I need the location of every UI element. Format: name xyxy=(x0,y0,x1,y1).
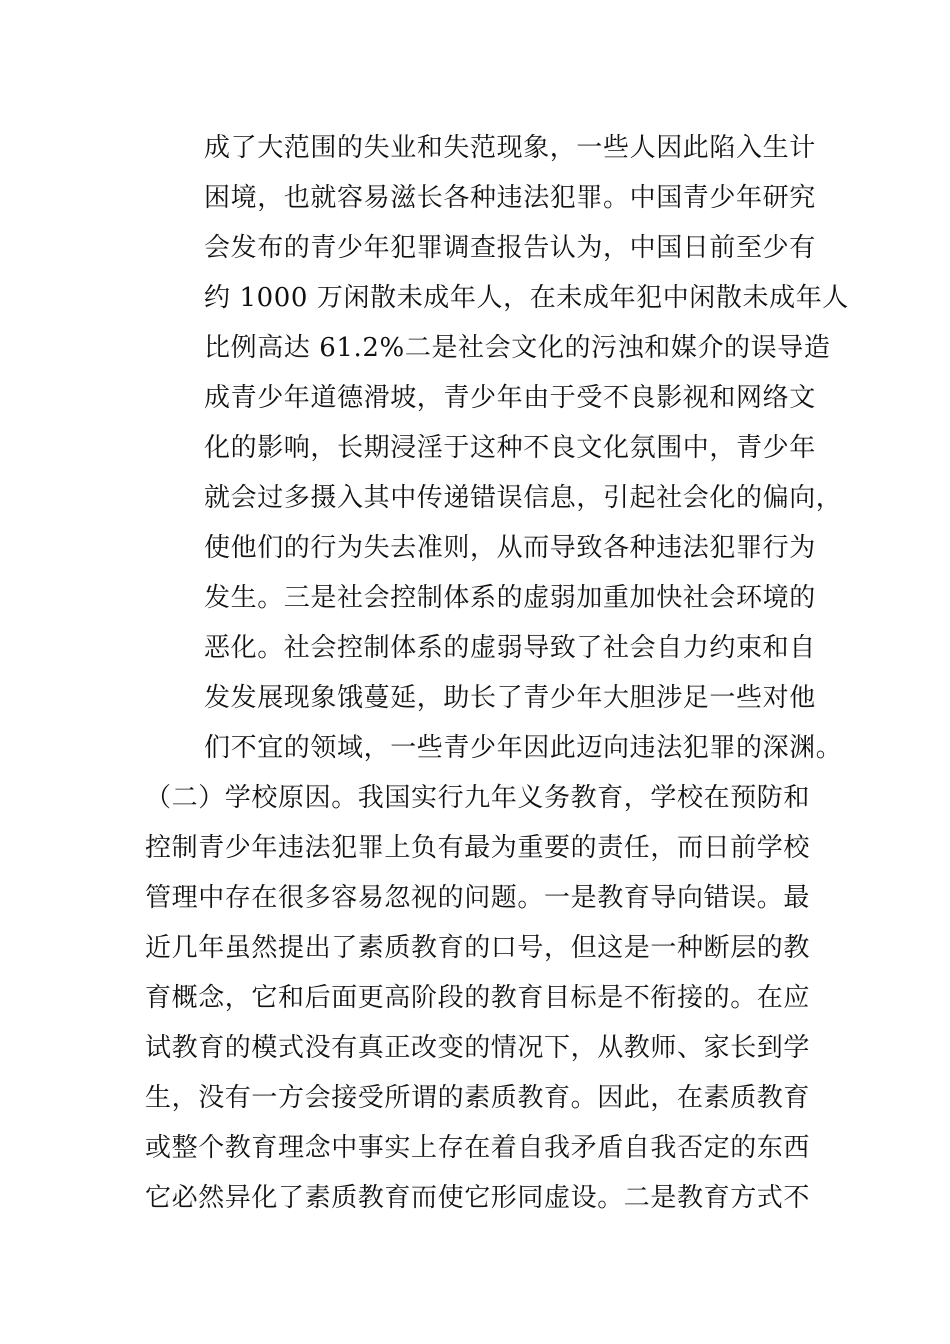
text-line: 成青少年道德滑坡，青少年由于受不良影视和网络文 xyxy=(204,383,816,413)
text-line: 比例高达 61.2%二是社会文化的污浊和媒介的误导造 xyxy=(204,333,831,363)
text-line: 们不宜的领域，一些青少年因此迈向违法犯罪的深渊。 xyxy=(204,733,843,763)
text-line: 发发展现象饿蔓延，助长了青少年大胆涉足一些对他 xyxy=(204,683,816,713)
text-line: 困境，也就容易滋长各种违法犯罪。中国青少年研究 xyxy=(204,183,816,213)
text-line: 近几年虽然提出了素质教育的口号，但这是一种断层的教 xyxy=(145,933,811,963)
text-line: 化的影响，长期浸淫于这种不良文化氛围中，青少年 xyxy=(204,433,816,463)
text-line: 发生。三是社会控制体系的虚弱加重加快社会环境的 xyxy=(204,583,816,613)
text-line: 控制青少年违法犯罪上负有最为重要的责任，而日前学校 xyxy=(145,833,811,863)
text-line: 试教育的模式没有真正改变的情况下，从教师、家长到学 xyxy=(145,1033,811,1063)
text-line: 它必然异化了素质教育而使它形同虚设。二是教育方式不 xyxy=(145,1183,811,1213)
text-line: 管理中存在很多容易忽视的问题。一是教育导向错误。最 xyxy=(145,883,811,913)
text-line: 就会过多摄入其中传递错误信息，引起社会化的偏向， xyxy=(204,483,843,513)
section-heading-line: （二）学校原因。我国实行九年义务教育，学校在预防和 xyxy=(145,783,811,813)
text-line: 会发布的青少年犯罪调查报告认为，中国日前至少有 xyxy=(204,233,816,263)
text-line: 恶化。社会控制体系的虚弱导致了社会自力约束和自 xyxy=(204,633,816,663)
text-line: 约 1000 万闲散未成年人，在未成年犯中闲散未成年人 xyxy=(204,283,849,313)
text-line: 育概念，它和后面更高阶段的教育目标是不衔接的。在应 xyxy=(145,983,811,1013)
text-line: 成了大范围的失业和失范现象，一些人因此陷入生计 xyxy=(204,133,816,163)
text-line: 或整个教育理念中事实上存在着自我矛盾自我否定的东西 xyxy=(145,1133,811,1163)
text-line: 使他们的行为失去准则，从而导致各种违法犯罪行为 xyxy=(204,533,816,563)
text-line: 生，没有一方会接受所谓的素质教育。因此，在素质教育 xyxy=(145,1083,811,1113)
